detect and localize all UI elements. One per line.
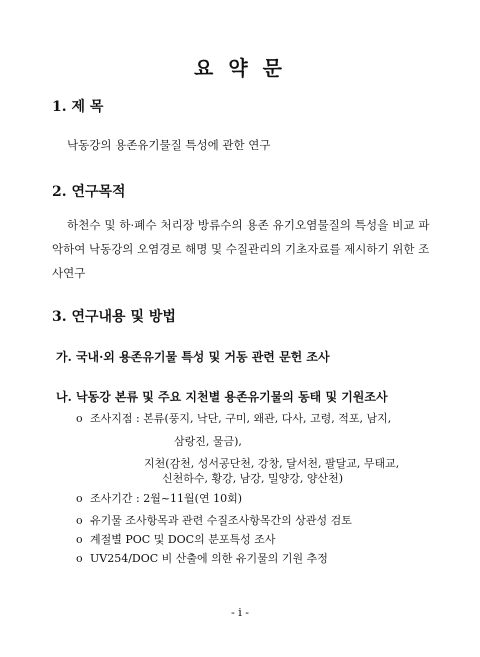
bullet-marker: o	[76, 552, 83, 565]
section-3-heading: 3. 연구내용 및 방법	[52, 309, 176, 325]
bullet-item	[76, 490, 242, 506]
section-2-body-line: 사연구	[52, 266, 86, 280]
bullet-text: UV254/DOC 비 산출에 의한 유기물의 기원 추정	[90, 552, 328, 565]
bullet-text: 계절별 POC 및 DOC의 분포특성 조사	[90, 533, 276, 546]
bullet-item	[76, 512, 352, 528]
bullet-text: 조사지점 : 본류(풍지, 낙단, 구미, 왜관, 다사, 고령, 적포, 남지,	[90, 412, 392, 425]
subsection-a: 가. 국내·외 용존유기물 특성 및 거동 관련 문헌 조사	[56, 350, 330, 364]
bullet-marker: o	[76, 492, 83, 505]
section-2-heading: 2. 연구목적	[52, 184, 126, 200]
bullet-item	[76, 550, 328, 566]
bullet-continuation: 신천하수, 황강, 남강, 밀양강, 양산천)	[162, 472, 344, 485]
bullet-continuation: 지천(감천, 성서공단천, 강창, 달서천, 팔달교, 무태교,	[144, 457, 400, 470]
bullet-text: 유기물 조사항목과 관련 수질조사항목간의 상관성 검토	[90, 514, 352, 527]
section-2-body-line: 악하여 낙동강의 오염경로 해명 및 수질관리의 기초자료를 제시하기 위한 조	[52, 242, 430, 256]
section-2-body-line: 하천수 및 하·폐수 처리장 방류수의 용존 유기오염물질의 특성을 비교 파	[67, 218, 430, 232]
section-1-heading: 1. 제 목	[52, 99, 104, 115]
bullet-text: 조사기간 : 2월~11월(연 10회)	[90, 492, 242, 505]
subsection-b: 나. 낙동강 본류 및 주요 지천별 용존유기물의 동태 및 기원조사	[56, 390, 388, 404]
bullet-marker: o	[76, 412, 83, 425]
page-title: 요 약 문	[194, 56, 286, 80]
bullet-item	[76, 410, 391, 426]
bullet-item	[76, 531, 275, 547]
bullet-marker: o	[76, 514, 83, 527]
bullet-marker: o	[76, 533, 83, 546]
bullet-continuation: 삼랑진, 물금),	[174, 435, 242, 448]
section-1-body-line: 낙동강의 용존유기물질 특성에 관한 연구	[67, 138, 271, 152]
page-number: - i -	[231, 606, 249, 619]
